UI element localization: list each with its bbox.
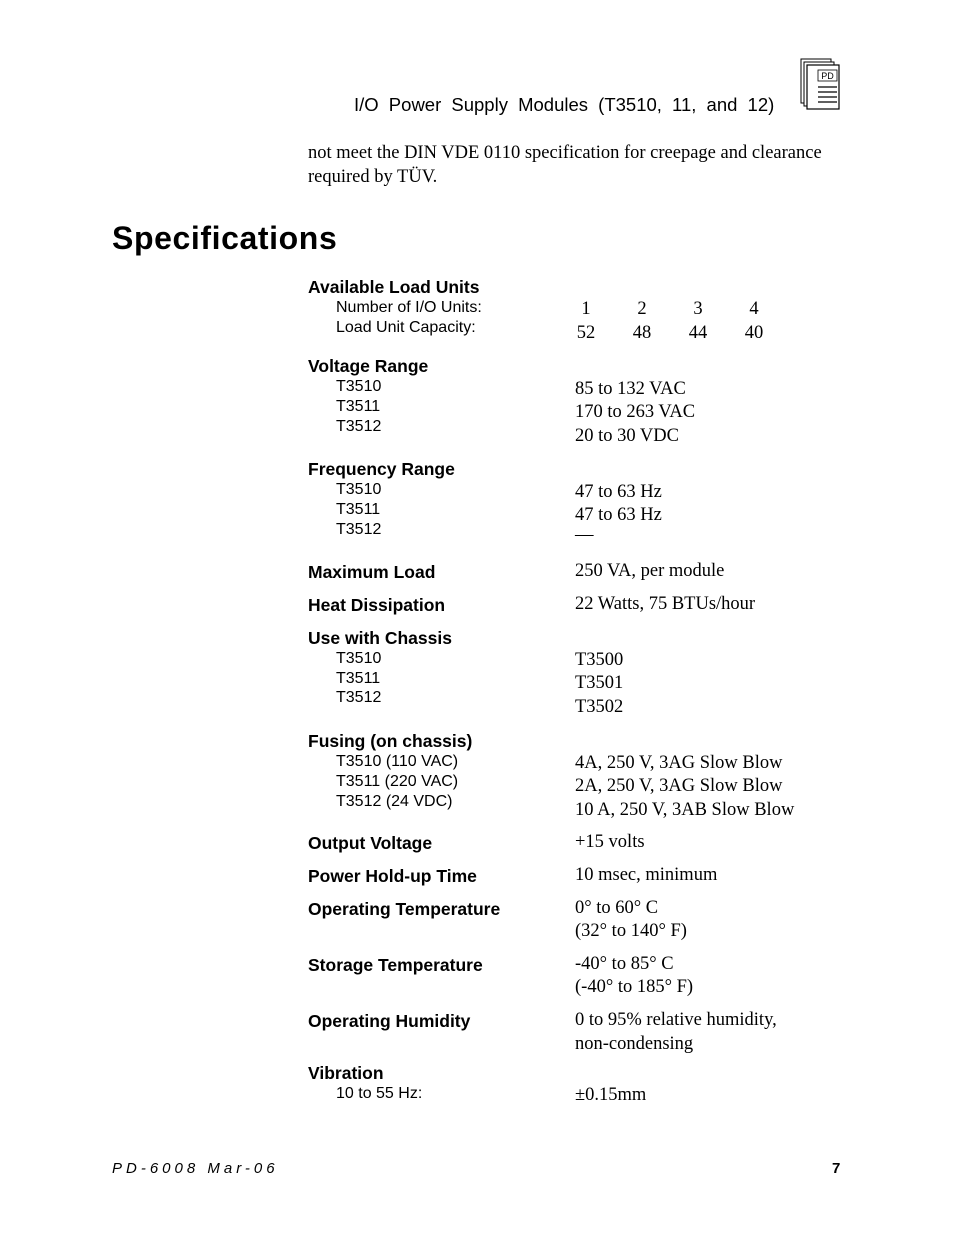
spec-value: +15 volts [575,832,645,852]
spec-model: T3510 [336,481,382,498]
spec-value: 2A, 250 V, 3AG Slow Blow [575,776,783,796]
capacity-value: 40 [744,323,764,343]
spec-model: T3512 [336,521,382,538]
spec-heading-output-voltage: Output Voltage [308,833,433,853]
spec-value: (-40° to 185° F) [575,977,694,997]
spec-heading-operating-temperature: Operating Temperature [308,899,501,919]
spec-model: T3511 [336,501,381,518]
running-header: I/O Power Supply Modules (T3510, 11, and 12) [354,94,775,115]
spec-value: T3501 [575,673,624,693]
spec-heading-vibration: Vibration [308,1063,384,1083]
load-units-io-row [558,298,782,322]
spec-value: T3502 [575,697,624,717]
intro-paragraph: not meet the DIN VDE 0110 specification for creepage and clearance required by TÜV. [308,143,822,187]
footer-doc-id: PD-6008 Mar-06 [112,1160,279,1177]
spec-model: T3511 [336,398,381,415]
spec-value: 85 to 132 VAC [575,379,686,399]
spec-heading-use-with-chassis: Use with Chassis [308,628,452,648]
spec-model: T3512 (24 VDC) [336,793,453,810]
spec-model: T3510 [336,378,382,395]
spec-value: 20 to 30 VDC [575,426,679,446]
section-title: Specifications [112,220,338,256]
spec-value: 250 VA, per module [575,561,725,581]
icon-label: PD [821,71,834,81]
spec-value: 10 A, 250 V, 3AB Slow Blow [575,800,795,820]
spec-value: — [575,525,594,545]
io-units-value: 4 [749,299,759,319]
spec-value: T3500 [575,650,624,670]
document-stack-icon [800,58,842,112]
spec-heading-operating-humidity: Operating Humidity [308,1011,471,1031]
spec-value: 47 to 63 Hz [575,505,662,525]
spec-value: 4A, 250 V, 3AG Slow Blow [575,753,783,773]
spec-model: T3510 (110 VAC) [336,753,459,770]
spec-value: 22 Watts, 75 BTUs/hour [575,594,756,614]
spec-heading-hold-up-time: Power Hold-up Time [308,866,477,886]
spec-model: T3511 [336,670,381,687]
spec-value: 170 to 263 VAC [575,402,696,422]
spec-heading-storage-temperature: Storage Temperature [308,955,483,975]
spec-label-io-units: Number of I/O Units: [336,299,482,316]
load-units-capacity-row [558,322,782,346]
io-units-value: 1 [581,299,591,319]
spec-label-capacity: Load Unit Capacity: [336,319,476,336]
spec-value: non-condensing [575,1034,694,1054]
spec-heading-frequency-range: Frequency Range [308,459,455,479]
spec-value: 47 to 63 Hz [575,482,662,502]
spec-value: -40° to 85° C [575,954,674,974]
spec-value: (32° to 140° F) [575,921,687,941]
page-number: 7 [832,1160,841,1177]
spec-value: ±0.15mm [575,1085,647,1105]
spec-heading-load-units: Available Load Units [308,277,480,297]
spec-heading-fusing: Fusing (on chassis) [308,731,473,751]
spec-model: T3512 [336,689,382,706]
spec-value: 0° to 60° C [575,898,659,918]
spec-model: T3510 [336,650,382,667]
io-units-value: 3 [693,299,703,319]
capacity-value: 44 [688,323,708,343]
spec-model: T3512 [336,418,382,435]
capacity-value: 52 [576,323,596,343]
spec-heading-heat-dissipation: Heat Dissipation [308,595,446,615]
capacity-value: 48 [632,323,652,343]
spec-model: 10 to 55 Hz: [336,1085,423,1102]
spec-heading-voltage-range: Voltage Range [308,356,429,376]
spec-model: T3511 (220 VAC) [336,773,459,790]
spec-value: 0 to 95% relative humidity, [575,1010,777,1030]
spec-value: 10 msec, minimum [575,865,718,885]
spec-heading-maximum-load: Maximum Load [308,562,436,582]
io-units-value: 2 [637,299,647,319]
